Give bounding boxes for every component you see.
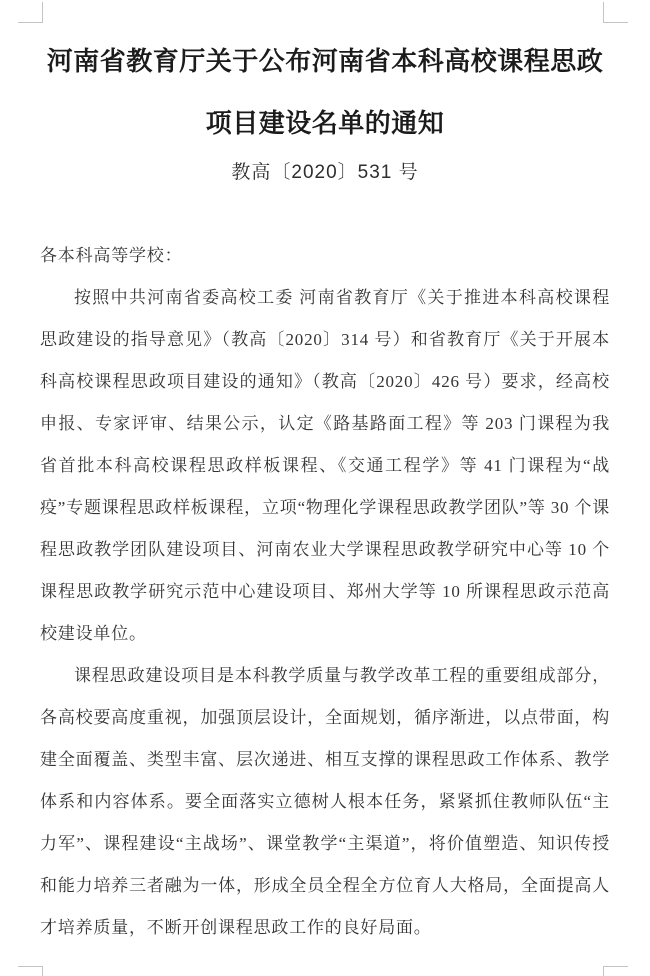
body-paragraph-2: 课程思政建设项目是本科教学质量与教学改革工程的重要组成部分，各高校要高度重视，加强顶层设计，全面规划，循序渐进，以点带面，构建全面覆盖、类型丰富、层次递进、相互支撑的课程思政工作体系、教学体系和内容体系。要全面落实立德树人根本任务，紧紧抓住教师队伍“主力军”、课程建设“主战场”、课堂教学“主渠道”，将价值塑造、知识传授和能力培养三者融为一体，形成全员全程全方位育人大格局，全面提高人才培养质量，不断开创课程思政工作的良好局面。 xyxy=(40,666,610,937)
document-title-line-2: 项目建设名单的通知 xyxy=(205,108,445,138)
page-corner-mark-top-right xyxy=(603,2,628,23)
document-body xyxy=(40,235,610,949)
page-corner-mark-bottom-right xyxy=(603,966,628,976)
page-corner-mark-top-left xyxy=(18,2,43,23)
page-corner-mark-bottom-left xyxy=(18,966,43,976)
document-title-line-1: 河南省教育厅关于公布河南省本科高校课程思政 xyxy=(46,46,604,76)
document-title xyxy=(20,30,630,154)
document-number: 教高〔2020〕531 号 xyxy=(231,162,419,183)
salutation-line: 各本科高等学校： xyxy=(40,246,183,265)
body-paragraph-1: 按照中共河南省委高校工委 河南省教育厅《关于推进本科高校课程思政建设的指导意见》（教高〔2020〕314 号）和省教育厅《关于开展本科高校课程思政项目建设的通知》（教高〔2020〕426 号）要求，经高校申报、专家评审、结果公示，认定《路基路面工程》等 203 门课程为我省首批本科高校课程思政样板课程、《交通工程学》等 41 门课程为“战疫”专题课程思政样板课程，立项“物理化学课程思政教学团队”等 30 个课程思政教学团队建设项目、河南农业大学课程思政教学研究中心等 10 个课程思政教学研究示范中心建设项目、郑州大学等 10 所课程思政示范高校建设单位。 xyxy=(40,288,610,643)
